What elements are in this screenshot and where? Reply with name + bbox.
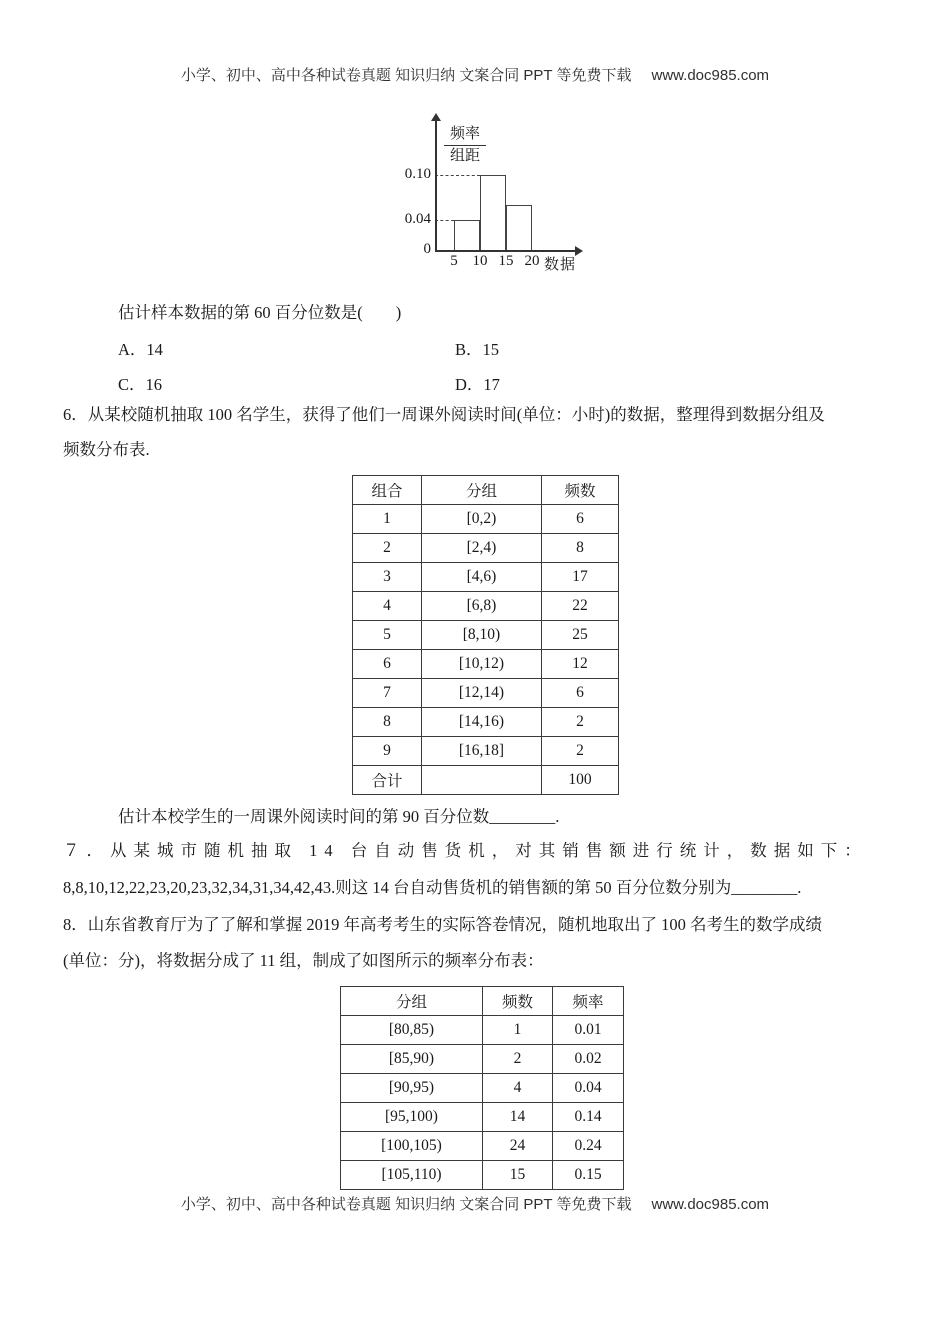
histogram-bar xyxy=(506,205,532,250)
table-cell: [105,110) xyxy=(341,1161,483,1190)
header-notice: 小学、初中、高中各种试卷真题 知识归纳 文案合同 PPT 等免费下载 xyxy=(180,67,632,84)
histogram xyxy=(400,120,595,285)
table-row xyxy=(341,1016,624,1045)
table-row xyxy=(353,534,619,563)
table-cell: 0.14 xyxy=(553,1103,624,1132)
y-tick-label: 0.04 xyxy=(404,211,431,227)
table-cell: [8,10) xyxy=(422,621,542,650)
table-row xyxy=(353,505,619,534)
table-cell: 6 xyxy=(542,679,619,708)
q5-option-d: D．17 xyxy=(455,375,500,394)
table-header-cell: 组合 xyxy=(353,476,422,505)
table-cell: 5 xyxy=(353,621,422,650)
table-header-cell: 频率 xyxy=(553,987,624,1016)
table-cell: 8 xyxy=(353,708,422,737)
y-axis-line xyxy=(435,120,437,251)
table-cell: 7 xyxy=(353,679,422,708)
table-header-row xyxy=(341,987,624,1016)
dashed-guide-line xyxy=(435,220,454,221)
table-header-cell: 分组 xyxy=(422,476,542,505)
table-row xyxy=(353,621,619,650)
table-header-cell: 分组 xyxy=(341,987,483,1016)
x-axis-title: 数据 xyxy=(544,257,577,273)
x-tick-label: 20 xyxy=(524,253,540,269)
x-tick-label: 10 xyxy=(472,253,488,269)
table-cell: [85,90) xyxy=(341,1045,483,1074)
dashed-guide-line xyxy=(435,175,480,176)
q6-text-line2: 频数分布表. xyxy=(63,440,150,459)
table-cell: [80,85) xyxy=(341,1016,483,1045)
table-cell: [0,2) xyxy=(422,505,542,534)
table-cell: 0.24 xyxy=(553,1132,624,1161)
table-cell: [10,12) xyxy=(422,650,542,679)
table-cell: 1 xyxy=(353,505,422,534)
q7-text-line2: 8,8,10,12,22,23,20,23,32,34,31,34,42,43.则这 14 台自动售货机的销售额的第 50 百分位数分别为________. xyxy=(63,878,802,897)
origin-label: 0 xyxy=(423,241,431,257)
table-cell: 2 xyxy=(542,737,619,766)
table-cell: 4 xyxy=(483,1074,553,1103)
y-axis-arrow-icon xyxy=(431,113,441,121)
table-cell: 8 xyxy=(542,534,619,563)
q5-option-a: A．14 xyxy=(118,340,163,359)
table-header-cell: 频数 xyxy=(542,476,619,505)
table-cell: 100 xyxy=(542,766,619,795)
table-cell: [16,18] xyxy=(422,737,542,766)
table-row xyxy=(341,1161,624,1190)
table-cell: 0.01 xyxy=(553,1016,624,1045)
table-header-cell: 频数 xyxy=(483,987,553,1016)
header-watermark xyxy=(0,64,950,85)
table-row xyxy=(341,1103,624,1132)
table-row xyxy=(341,1132,624,1161)
table-header-row xyxy=(353,476,619,505)
y-axis-label-fraction xyxy=(444,124,486,167)
table-cell: 12 xyxy=(542,650,619,679)
table-cell: 3 xyxy=(353,563,422,592)
table-cell: 0.02 xyxy=(553,1045,624,1074)
table-cell: [12,14) xyxy=(422,679,542,708)
table-cell: [2,4) xyxy=(422,534,542,563)
y-axis-label-numerator: 频率 xyxy=(444,124,486,146)
table-cell: 0.15 xyxy=(553,1161,624,1190)
x-tick-label: 15 xyxy=(498,253,514,269)
footer-watermark xyxy=(0,1193,950,1214)
table-cell: 合计 xyxy=(353,766,422,795)
table-row xyxy=(353,708,619,737)
frequency-table-q6 xyxy=(352,475,619,795)
table-row xyxy=(353,679,619,708)
table-cell: 14 xyxy=(483,1103,553,1132)
histogram-bar xyxy=(454,220,480,250)
table-row xyxy=(353,766,619,795)
table-cell: [100,105) xyxy=(341,1132,483,1161)
y-tick-label: 0.10 xyxy=(404,166,431,182)
table-cell: [90,95) xyxy=(341,1074,483,1103)
frequency-table-q8 xyxy=(340,986,624,1190)
table-cell: [4,6) xyxy=(422,563,542,592)
table-cell: 6 xyxy=(353,650,422,679)
table-row xyxy=(353,592,619,621)
table-cell: 2 xyxy=(483,1045,553,1074)
x-axis-line xyxy=(435,250,577,252)
table-cell: 9 xyxy=(353,737,422,766)
table-cell: 17 xyxy=(542,563,619,592)
table-cell: 24 xyxy=(483,1132,553,1161)
header-site-url: www.doc985.com xyxy=(651,67,770,84)
table-row xyxy=(341,1074,624,1103)
table-row xyxy=(353,650,619,679)
q6-text-line1: 6．从某校随机抽取 100 名学生，获得了他们一周课外阅读时间(单位：小时)的数据，整理得到数据分组及 xyxy=(63,405,825,424)
table-cell: 25 xyxy=(542,621,619,650)
y-axis-label-denominator: 组距 xyxy=(449,148,480,164)
table-cell: 2 xyxy=(353,534,422,563)
table-cell: [6,8) xyxy=(422,592,542,621)
table-cell: 15 xyxy=(483,1161,553,1190)
table-cell: 1 xyxy=(483,1016,553,1045)
footer-notice: 小学、初中、高中各种试卷真题 知识归纳 文案合同 PPT 等免费下载 xyxy=(180,1196,632,1213)
table-cell: 2 xyxy=(542,708,619,737)
footer-site-url: www.doc985.com xyxy=(651,1196,770,1213)
table-row xyxy=(341,1045,624,1074)
table-cell: [14,16) xyxy=(422,708,542,737)
q6-followup: 估计本校学生的一周课外阅读时间的第 90 百分位数________. xyxy=(118,807,560,826)
table-row xyxy=(353,563,619,592)
q5-option-c: C．16 xyxy=(118,375,163,394)
q8-text-line1: 8．山东省教育厅为了了解和掌握 2019 年高考考生的实际答卷情况，随机地取出了 100 名考生的数学成绩 xyxy=(63,915,822,934)
table-cell: [95,100) xyxy=(341,1103,483,1132)
q8-text-line2: (单位：分)，将数据分成了 11 组，制成了如图所示的频率分布表： xyxy=(63,951,544,970)
table-cell: 4 xyxy=(353,592,422,621)
table-cell xyxy=(422,766,542,795)
x-axis-arrow-icon xyxy=(575,246,583,256)
histogram-bar xyxy=(480,175,506,250)
q5-prompt: 估计样本数据的第 60 百分位数是( ) xyxy=(118,303,402,322)
q5-option-b: B．15 xyxy=(455,340,500,359)
table-cell: 22 xyxy=(542,592,619,621)
table-row xyxy=(353,737,619,766)
x-tick-label: 5 xyxy=(450,253,458,269)
table-cell: 0.04 xyxy=(553,1074,624,1103)
table-cell: 6 xyxy=(542,505,619,534)
q7-text-line1: ７．从某城市随机抽取 14 台自动售货机，对其销售额进行统计，数据如下： xyxy=(63,841,868,860)
